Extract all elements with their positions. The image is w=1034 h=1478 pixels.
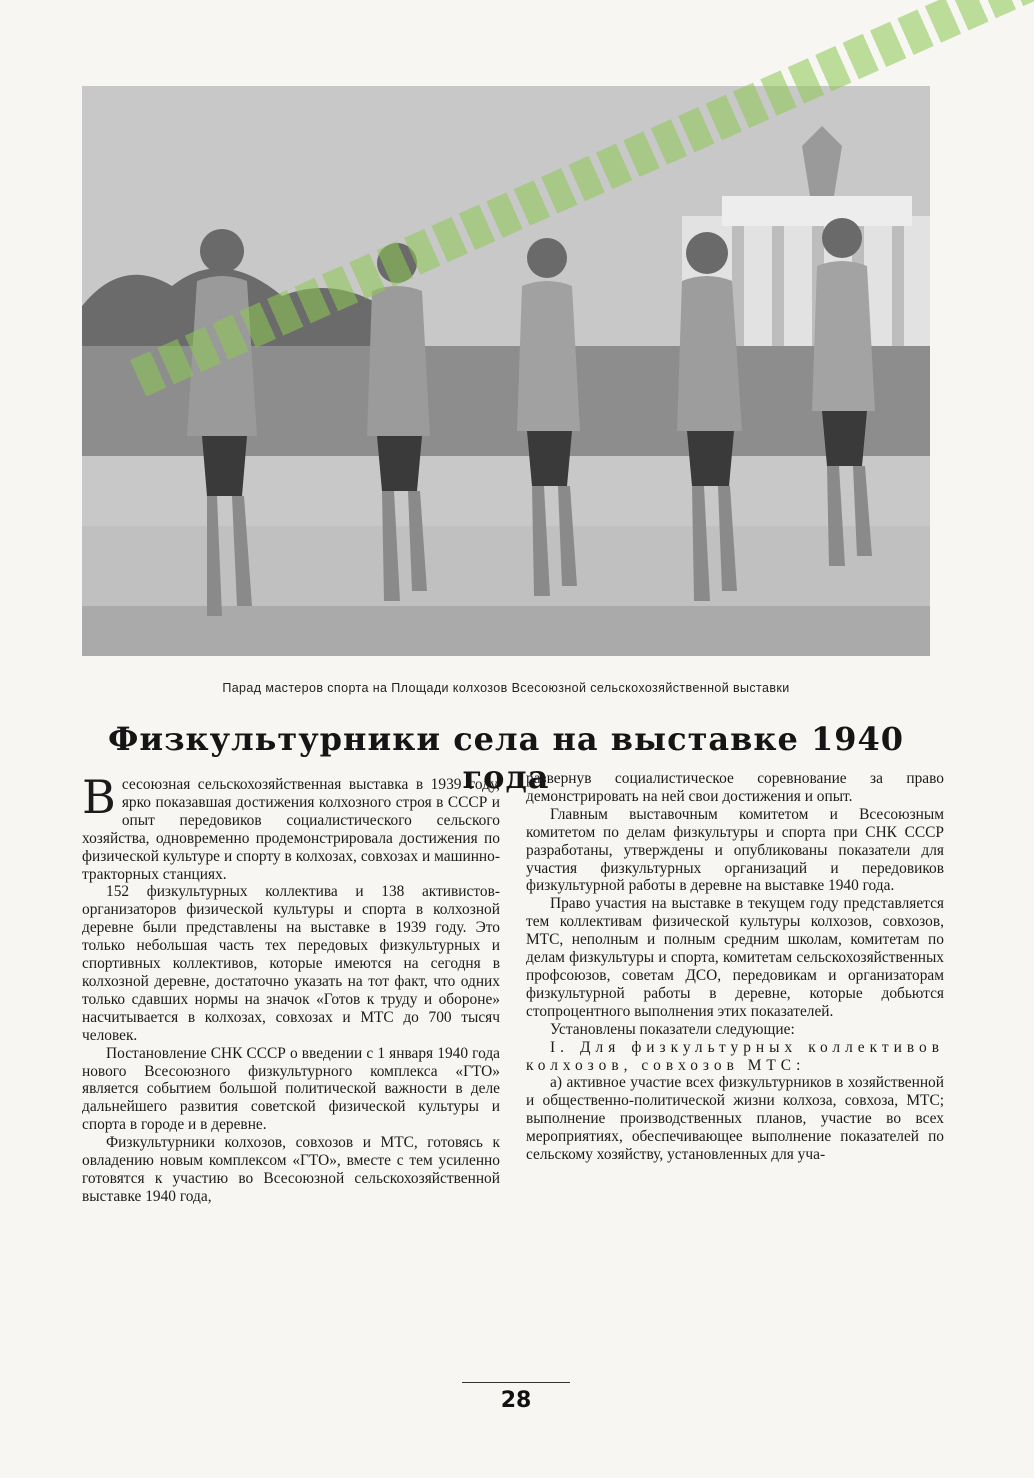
footer-rule [462,1382,570,1383]
paragraph: 152 физкультурных коллектива и 138 активистов-организаторов физической культуры и спорта в колхозной деревне были представлены на выставке в 1939 году. Это только небольшая часть тех передовых физкультурных и спортивных коллективов, которые имеются на сегодня в колхозной деревне, достаточно указать на тот факт, что одних только сдавших нормы на значок «Готов к труду и обороне» насчитывается в колхозах, совхозах и МТС до 700 тысяч человек. [82,883,500,1044]
paragraph: Право участия на выставке в текущем году представляется тем коллективам физической культуры колхозов, совхозов, МТС, неполным и полным средним школам, комитетам по делам физкультуры и спорта, комитетам сельскохозяйственных профсоюзов, советам ДСО, передовикам и организаторам физкультурной работы в деревне, которые добьются стопроцентного выполнения этих показателей. [526,895,944,1020]
paragraph: Физкультурники колхозов, совхозов и МТС, готовясь к овладению новым комплексом «ГТО», вместе с тем усиленно готовятся к участию во Всесоюзной сельскохозяйственной выставке 1940 года, [82,1134,500,1205]
left-column [82,770,500,1206]
article-headline: Физкультурники села на выставке 1940 года [107,720,905,796]
right-column [526,770,944,1164]
parade-photo [82,86,930,656]
paragraph: а) активное участие всех физкультурников в хозяйственной и общественно-политической жизни колхоза, совхоза, МТС; выполнение производственных планов, участие во всех мероприятиях, обеспечивающее выполнение показателей по сельскому хозяйству, установленных для уча- [526,1074,944,1164]
dropcap: В [82,770,116,824]
paragraph: Постановление СНК СССР о введении с 1 января 1940 года нового Всесоюзного физкультурного комплекса «ГТО» является событием большой политической важности в деле дальнейшего развития советской физической культуры и спорта в городе и в деревне. [82,1044,500,1134]
page-number: 28 [500,1388,532,1413]
section-heading: I. Для физкультурных коллективов колхозов, совхозов МТС: [526,1038,944,1074]
paragraph-text: сесоюзная сельскохозяйственная выставка в 1939 году, ярко показавшая достижения колхозного строя в СССР и опыт передовиков социалистического сельского хозяйства, одновременно продемонстрировала достижения по физической культуре и спорту в колхозах, совхозах и машинно-тракторных станциях. [82,776,500,883]
paragraph [82,770,500,883]
photo-caption: Парад мастеров спорта на Площади колхозов Всесоюзной сельскохозяйственной выставки [222,681,790,695]
paragraph: Главным выставочным комитетом и Всесоюзным комитетом по делам физкультуры и спорта при СНК СССР разработаны, утверждены и опубликованы показатели для участия физкультурных организаций и передовиков физкультурной работы в деревне на выставке 1940 года. [526,805,944,895]
paragraph: развернув социалистическое соревнование за право демонстрировать на ней свои достижения и опыт. [526,770,944,805]
paragraph: Установлены показатели следующие: [550,1020,795,1038]
parade-photo-illustration [82,86,930,656]
